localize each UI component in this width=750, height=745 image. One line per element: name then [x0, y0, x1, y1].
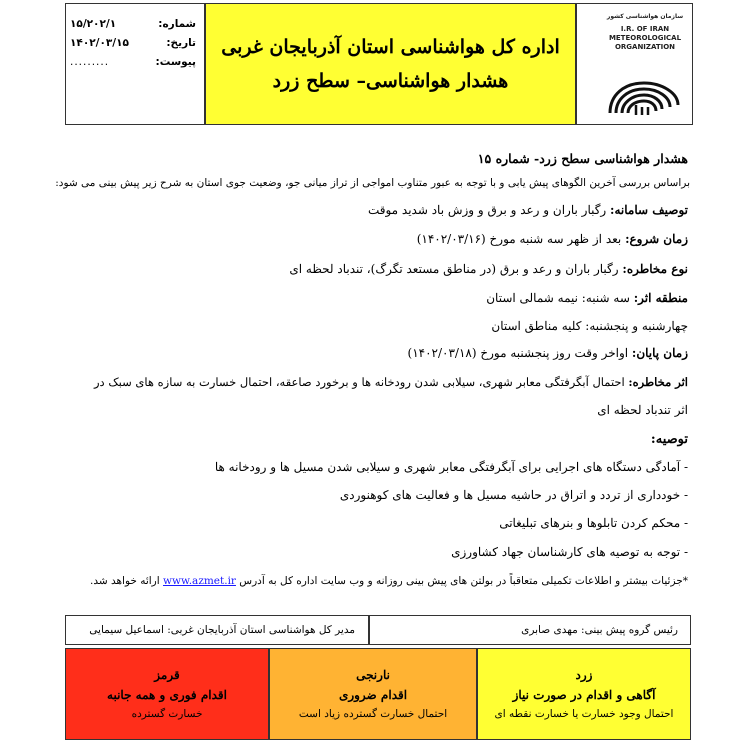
recommend-item: - آمادگی دستگاه های اجرایی برای آبگرفتگی معابر شهری و سیلابی شدن مسیل ها و رودخانه ها — [214, 460, 688, 474]
logo-en-line2: METEOROLOGICAL — [608, 34, 682, 42]
number-value: ۱۵/۲۰۲/۱ — [70, 17, 117, 30]
level-orange-name: نارنجی — [356, 668, 390, 682]
hazard-value: رگبار باران و رعد و برق (در مناطق مستعد تگرگ)، تندباد لحظه ای — [289, 262, 623, 276]
area-line-2: چهارشنبه و پنجشنبه: کلیه مناطق استان — [491, 319, 688, 333]
area-value: سه شنبه: نیمه شمالی استان — [486, 291, 634, 305]
forecast-head-signature: رئیس گروه پیش بینی: مهدی صابری — [521, 624, 678, 636]
website-link[interactable]: www.azmet.ir — [163, 575, 236, 587]
date-label: تاریخ: — [166, 36, 196, 49]
meteorological-organization-logo-icon — [606, 75, 684, 117]
org-logo-text — [600, 12, 690, 52]
end-line — [48, 346, 688, 360]
system-line — [48, 203, 688, 217]
level-orange-damage: احتمال خسارت گسترده زیاد است — [298, 708, 448, 720]
system-label: توصیف سامانه: — [610, 203, 688, 217]
effect-line — [48, 375, 688, 389]
warning-title: هشدار هواشناسی– سطح زرد — [272, 70, 509, 92]
hazard-label: نوع مخاطره: — [622, 262, 688, 276]
director-signature: مدیر کل هواشناسی استان آذربایجان غربی: اسماعیل سیمایی — [89, 624, 355, 636]
effect-label: اثر مخاطره: — [628, 375, 688, 389]
start-label: زمان شروع: — [625, 232, 688, 246]
recommend-heading: توصیه: — [650, 432, 688, 447]
date-row — [70, 33, 196, 52]
level-red-name: قرمز — [154, 668, 180, 682]
footnote-prefix: *جزئیات بیشتر و اطلاعات تکمیلی متعاقباً در بولتن های پیش بینی روزانه و وب سایت اداره کل به آدرس — [235, 575, 688, 587]
org-title: اداره کل هواشناسی استان آذربایجان غربی — [221, 36, 560, 58]
attachment-row — [70, 52, 196, 71]
level-yellow-damage: احتمال وجود خسارت یا خسارت نقطه ای — [494, 708, 674, 720]
level-yellow-name: زرد — [575, 668, 593, 682]
recommend-item: - محکم کردن تابلوها و بنرهای تبلیغاتی — [499, 516, 688, 530]
header-meta-cell — [65, 3, 205, 125]
intro-text: براساس بررسی آخرین الگوهای پیش یابی و با توجه به عبور متناوب امواجی از تراز میانی جو، وضعیت جوی استان به شرح زیر پیش بینی می شود: — [55, 177, 690, 189]
footnote — [48, 575, 688, 587]
hazard-line — [48, 262, 688, 276]
date-value: ۱۴۰۲/۰۳/۱۵ — [70, 36, 129, 49]
level-orange-action: اقدام ضروری — [338, 688, 408, 702]
recommend-item: - خودداری از تردد و اتراق در حاشیه مسیل ها و فعالیت های کوهنوردی — [339, 488, 688, 502]
header-title-cell — [205, 3, 576, 125]
system-value: رگبار باران و رعد و برق و وزش باد شدید موقت — [367, 203, 611, 217]
level-red-action: اقدام فوری و همه جانبه — [107, 688, 227, 702]
recommend-item: - توجه به توصیه های کارشناسان جهاد کشاورزی — [451, 545, 688, 559]
area-label: منطقه اثر: — [633, 291, 688, 305]
footnote-suffix: ارائه خواهد شد. — [90, 575, 163, 587]
attachment-label: پیوست: — [155, 55, 196, 68]
number-row — [70, 14, 196, 33]
level-red — [65, 648, 269, 740]
attachment-value: ......... — [70, 55, 110, 68]
start-line — [48, 232, 688, 246]
warning-heading: هشدار هواشناسی سطح زرد- شماره ۱۵ — [477, 151, 688, 166]
level-yellow — [477, 648, 691, 740]
level-orange — [269, 648, 477, 740]
logo-en-line1: I.R. OF IRAN — [620, 25, 670, 33]
signature-row — [65, 615, 691, 645]
end-label: زمان پایان: — [631, 346, 688, 360]
start-value: بعد از ظهر سه شنبه مورخ (۱۴۰۲/۰۳/۱۶) — [416, 232, 626, 246]
area-line — [48, 291, 688, 305]
end-value: اواخر وقت روز پنجشنبه مورخ (۱۴۰۲/۰۳/۱۸) — [407, 346, 632, 360]
level-yellow-action: آگاهی و اقدام در صورت نیاز — [512, 688, 656, 702]
number-label: شماره: — [158, 17, 196, 30]
effect-value: احتمال آبگرفتگی معابر شهری، سیلابی شدن رودخانه ها و برخورد صاعقه، احتمال خسارت به سازه های سبک در — [94, 375, 629, 389]
logo-fa-text: سازمان هواشناسی کشور — [606, 13, 684, 20]
signature-divider — [368, 616, 370, 644]
logo-en-line3: ORGANIZATION — [614, 43, 676, 51]
level-red-damage: خسارت گسترده — [131, 708, 203, 720]
effect-line-2: اثر تندباد لحظه ای — [597, 403, 688, 417]
